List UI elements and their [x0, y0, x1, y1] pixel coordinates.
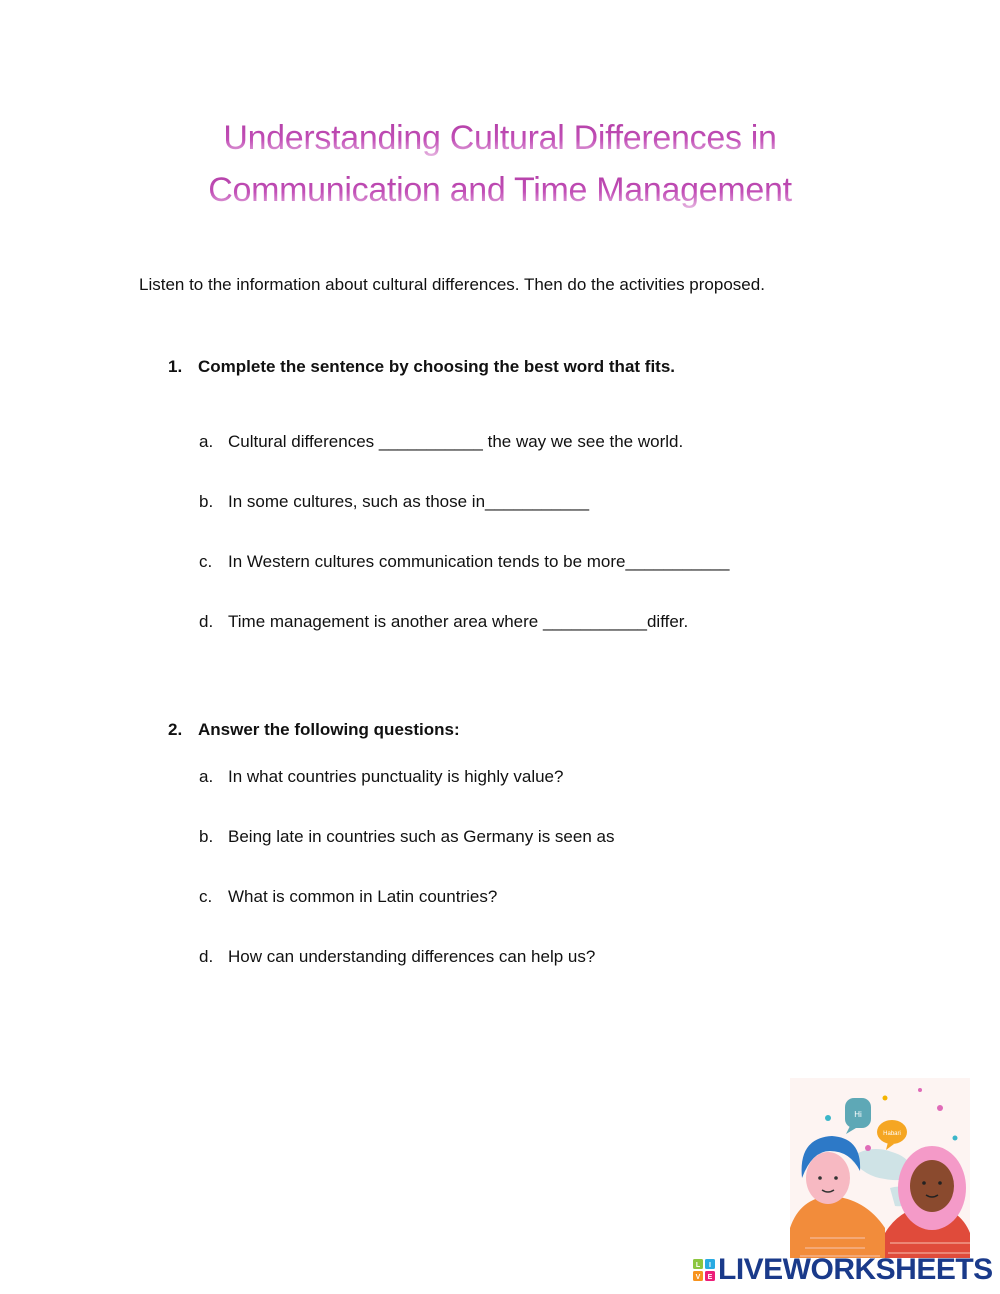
item-letter: d. [199, 947, 214, 966]
list-item [199, 612, 688, 632]
people-greeting-illustration [790, 1078, 970, 1258]
item-letter: d. [199, 612, 214, 631]
item-letter: b. [199, 492, 214, 511]
section-1-heading [168, 357, 675, 377]
intro-instructions: Listen to the information about cultural differences. Then do the activities proposed. [139, 275, 765, 294]
liveworksheets-logo-icon [693, 1259, 715, 1281]
section-heading-text: Answer the following questions: [198, 720, 460, 739]
item-text: In Western cultures communication tends to be more___________ [228, 552, 730, 571]
title-line-1: Understanding Cultural Differences in [223, 119, 777, 157]
item-letter: c. [199, 552, 213, 571]
section-2-heading [168, 720, 460, 740]
list-item [199, 947, 595, 967]
list-item [199, 432, 683, 452]
item-text: In what countries punctuality is highly value? [228, 767, 564, 786]
item-text: How can understanding differences can help us? [228, 947, 596, 966]
item-text: What is common in Latin countries? [228, 887, 498, 906]
list-item [199, 827, 614, 847]
item-text: Cultural differences ___________ the way we see the world. [228, 432, 684, 451]
svg-text:Hi: Hi [854, 1110, 862, 1119]
item-letter: c. [199, 887, 213, 906]
svg-text:Habari: Habari [883, 1131, 901, 1137]
svg-text:V: V [695, 1274, 701, 1281]
title-line-2: Communication and Time Management [208, 171, 792, 209]
item-letter: b. [199, 827, 214, 846]
item-letter: a. [199, 432, 214, 451]
item-text: In some cultures, such as those in___________ [228, 492, 590, 511]
svg-text:E: E [707, 1274, 713, 1281]
worksheet-title [0, 112, 1000, 216]
list-item [199, 887, 497, 907]
section-number: 2. [168, 720, 183, 739]
liveworksheets-logo-text: LIVEWORKSHEETS [718, 1253, 993, 1286]
item-text: Time management is another area where ___________differ. [228, 612, 689, 631]
item-letter: a. [199, 767, 214, 786]
list-item [199, 552, 729, 572]
svg-text:I: I [709, 1262, 711, 1269]
section-heading-text: Complete the sentence by choosing the best word that fits. [198, 357, 676, 376]
svg-text:L: L [695, 1262, 701, 1269]
list-item [199, 492, 589, 512]
item-text: Being late in countries such as Germany is seen as [228, 827, 615, 846]
section-number: 1. [168, 357, 183, 376]
list-item [199, 767, 563, 787]
